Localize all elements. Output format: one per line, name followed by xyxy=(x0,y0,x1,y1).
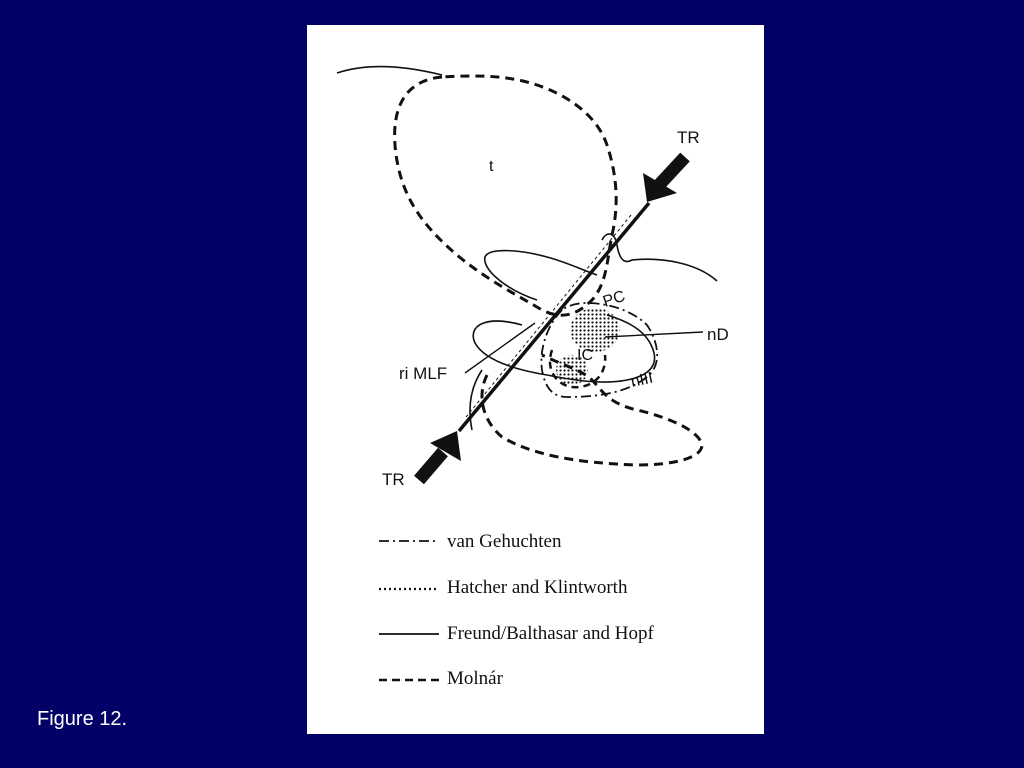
molnar-outline-lower xyxy=(482,355,702,465)
label-pc: PC xyxy=(600,287,628,311)
solid-outline-lower xyxy=(470,370,482,430)
figure-panel xyxy=(307,25,764,734)
tr-arrow-lower xyxy=(419,431,461,480)
legend-item-molnar xyxy=(379,668,504,689)
label-ic: IC xyxy=(577,347,593,364)
solid-outline-mid xyxy=(485,251,597,300)
molnar-outline-upper xyxy=(395,76,617,315)
tr-axis-line xyxy=(459,203,649,431)
legend-item-hatcher-klintworth xyxy=(379,577,628,598)
label-tr-bottom: TR xyxy=(382,470,405,489)
tr-arrow-upper xyxy=(643,157,685,202)
rimlf-pointer xyxy=(465,323,535,373)
label-tr-top: TR xyxy=(677,128,700,147)
legend xyxy=(379,531,655,689)
solid-outline-upper xyxy=(337,66,442,75)
label-t: t xyxy=(489,158,494,175)
svg-text:van Gehuchten: van Gehuchten xyxy=(447,531,562,552)
svg-text:Hatcher and Klintworth: Hatcher and Klintworth xyxy=(447,577,628,598)
label-nd: nD xyxy=(707,325,729,344)
svg-text:Molnár: Molnár xyxy=(447,668,503,689)
label-niii: nIII xyxy=(629,369,655,391)
hatcher-stipple-upper xyxy=(570,308,620,352)
svg-text:Freund/Balthasar and Hopf: Freund/Balthasar and Hopf xyxy=(447,623,654,644)
label-rimlf: ri MLF xyxy=(399,364,448,383)
figure-caption: Figure 12. xyxy=(37,708,128,730)
legend-item-freund-balthasar-hopf xyxy=(379,623,655,644)
anatomy-diagram xyxy=(307,25,764,734)
legend-item-van-gehuchten xyxy=(379,531,562,552)
